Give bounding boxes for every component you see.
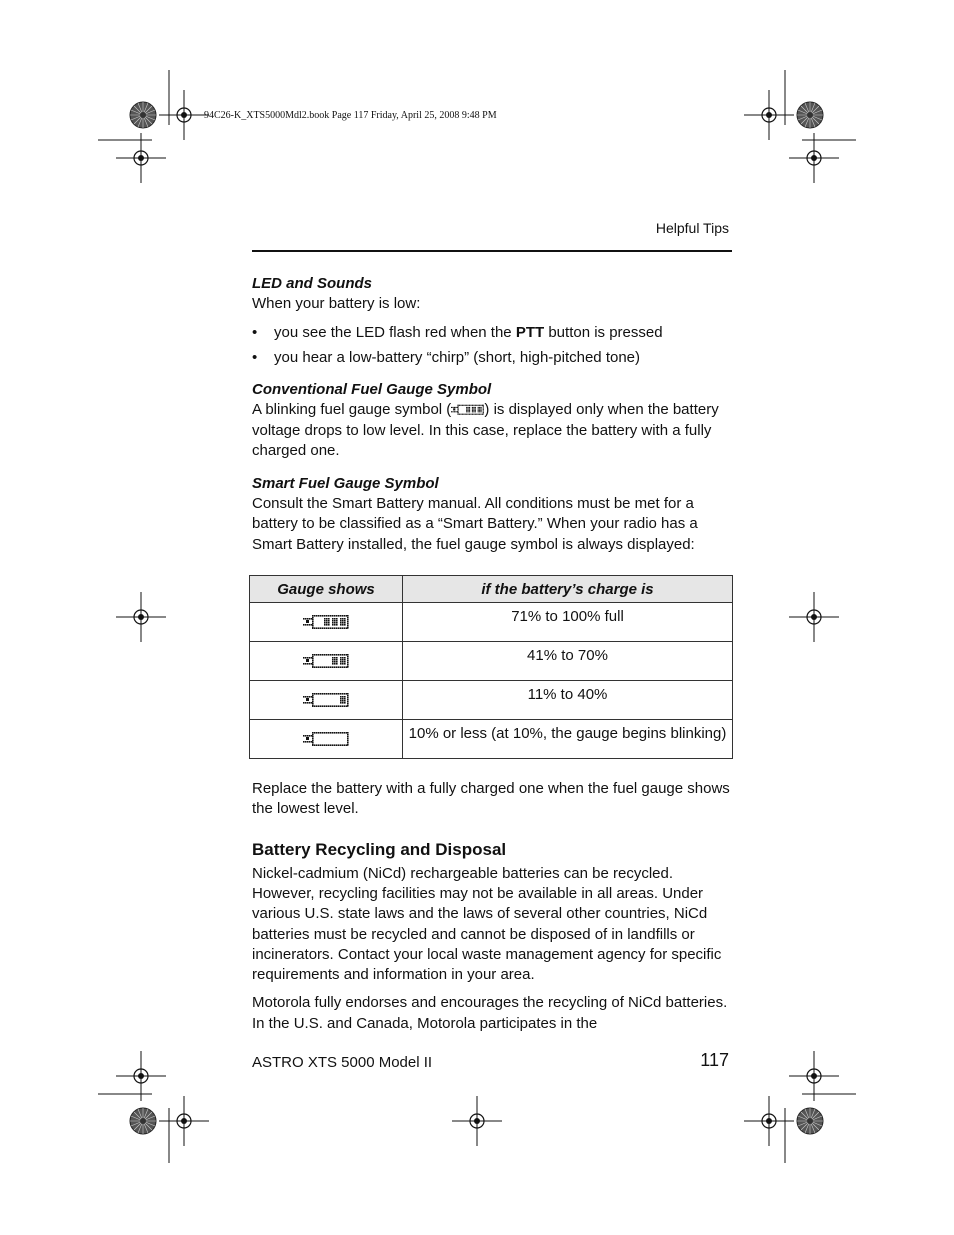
table-header-row bbox=[250, 576, 733, 603]
battery-gauge-icon bbox=[250, 614, 402, 630]
book-imprint: 94C26-K_XTS5000Mdl2.book Page 117 Friday, April 25, 2008 9:48 PM bbox=[204, 110, 497, 121]
column-header-gauge: Gauge shows bbox=[250, 576, 403, 603]
charge-cell: 10% or less (at 10%, the gauge begins blinking) bbox=[403, 720, 733, 759]
charge-cell: 11% to 40% bbox=[403, 681, 733, 720]
battery-gauge-icon bbox=[250, 653, 402, 669]
ptt-label: PTT bbox=[515, 324, 545, 342]
bullet: • bbox=[252, 324, 258, 342]
led-sounds-heading: LED and Sounds bbox=[252, 275, 372, 292]
charge-cell: 71% to 100% full bbox=[403, 603, 733, 642]
battery-gauge-icon bbox=[250, 731, 402, 747]
replace-battery-text: Replace the battery with a fully charged one when the fuel gauge shows the lowest level. bbox=[252, 780, 730, 818]
charge-cell: 41% to 70% bbox=[403, 642, 733, 681]
low-battery-list bbox=[252, 323, 734, 368]
conventional-gauge-heading: Conventional Fuel Gauge Symbol bbox=[252, 381, 492, 399]
table-row bbox=[250, 642, 733, 681]
page-number: 117 bbox=[700, 1050, 729, 1070]
running-head: Helpful Tips bbox=[655, 220, 729, 236]
led-intro: When your battery is low: bbox=[252, 295, 421, 312]
recycling-paragraph-1: Nickel-cadmium (NiCd) rechargeable batteries can be recycled. However, recycling facilities may not be available in all areas. Under various U.S. state laws and the laws of several other countries, NiCd batteries must be recycled and cannot be disposed of in landfills or incinerators. Contact your local waste management agency for specific requirements and information in your area. bbox=[252, 864, 722, 984]
table-row bbox=[250, 681, 733, 720]
footer-product: ASTRO XTS 5000 Model II bbox=[252, 1054, 433, 1071]
bullet: • bbox=[252, 349, 258, 367]
list-item: • you hear a low-battery “chirp” (short, high-pitched tone) bbox=[252, 349, 641, 367]
recycling-paragraph-2: Motorola fully endorses and encourages the recycling of NiCd batteries. In the U.S. and Canada, Motorola participates in the bbox=[252, 994, 728, 1032]
gauge-table bbox=[249, 575, 733, 759]
table-row bbox=[250, 603, 733, 642]
page-content bbox=[252, 274, 734, 1034]
header-rule bbox=[252, 250, 732, 252]
smart-gauge-text: Consult the Smart Battery manual. All conditions must be met for a battery to be classified as a “Smart Battery.” When your radio has a Smart Battery installed, the fuel gauge symbol is always displayed: bbox=[252, 495, 698, 553]
recycling-heading: Battery Recycling and Disposal bbox=[252, 839, 507, 859]
conventional-gauge-text: A blinking fuel gauge symbol ( ) is displayed only when the battery voltage drops to low level. In this case, replace the battery with a fully charged one. bbox=[252, 401, 719, 459]
smart-gauge-heading: Smart Fuel Gauge Symbol bbox=[252, 475, 439, 493]
column-header-charge: if the battery’s charge is bbox=[403, 576, 733, 603]
table-row bbox=[250, 720, 733, 759]
list-item: • you see the LED flash red when the PTT button is pressed bbox=[252, 324, 663, 342]
battery-gauge-icon bbox=[451, 404, 484, 416]
battery-gauge-icon bbox=[250, 692, 402, 708]
